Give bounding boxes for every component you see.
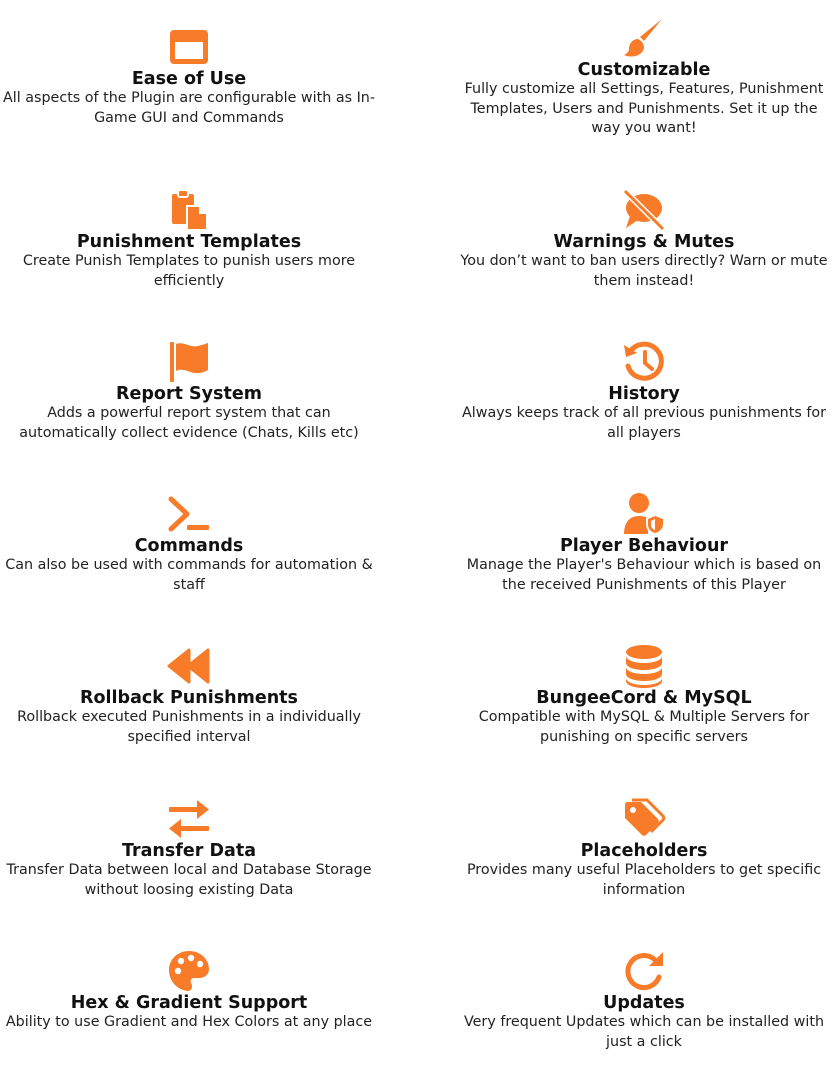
palette-icon: [167, 949, 211, 993]
feature-description: Transfer Data between local and Database Storage without loosing existing Data: [6, 862, 372, 898]
feature-title: Player Behaviour: [559, 536, 729, 556]
comment-slash-icon: [622, 188, 666, 232]
feature-description: Always keeps track of all previous punishments for all players: [462, 405, 826, 441]
flag-icon: [167, 340, 211, 384]
feature-placeholders: [444, 797, 839, 900]
history-icon: [622, 340, 666, 384]
feature-title: Transfer Data: [121, 841, 257, 861]
feature-title: Placeholders: [580, 841, 708, 861]
feature-title: Rollback Punishments: [80, 688, 298, 708]
feature-title: Warnings & Mutes: [553, 232, 735, 252]
feature-transfer-data: [0, 797, 389, 900]
feature-title: Hex & Gradient Support: [70, 993, 308, 1013]
feature-title: Punishment Templates: [76, 232, 302, 252]
feature-title: Commands: [134, 536, 244, 556]
exchange-arrows-icon: [167, 797, 211, 841]
tags-icon: [622, 797, 666, 841]
feature-ease-of-use: [0, 25, 389, 128]
feature-warnings-mutes: [444, 188, 839, 291]
user-shield-icon: [622, 492, 666, 536]
backward-icon: [167, 644, 211, 688]
feature-hex-gradient-support: [0, 949, 389, 1033]
feature-description: Ability to use Gradient and Hex Colors at any place: [5, 1014, 373, 1030]
feature-title: Customizable: [577, 60, 711, 80]
feature-description: You don’t want to ban users directly? Warn or mute them instead!: [460, 253, 828, 289]
redo-icon: [622, 949, 666, 993]
feature-customizable: [444, 16, 839, 139]
feature-rollback-punishments: [0, 644, 389, 747]
feature-title: Ease of Use: [131, 69, 247, 89]
feature-description: Provides many useful Placeholders to get specific information: [466, 862, 822, 898]
feature-description: Can also be used with commands for automation & staff: [5, 557, 373, 593]
feature-description: Rollback executed Punishments in a individually specified interval: [17, 709, 361, 745]
paintbrush-icon: [622, 16, 666, 60]
feature-commands: [0, 492, 389, 595]
window-icon: [167, 25, 211, 69]
feature-report-system: [0, 340, 389, 443]
feature-description: Compatible with MySQL & Multiple Servers for punishing on specific servers: [478, 709, 810, 745]
feature-history: [444, 340, 839, 443]
feature-bungeecord-mysql: [444, 644, 839, 747]
feature-description: Manage the Player's Behaviour which is based on the received Punishments of this Player: [466, 557, 822, 593]
database-icon: [622, 644, 666, 688]
feature-description: Adds a powerful report system that can automatically collect evidence (Chats, Kills etc): [19, 405, 359, 441]
clipboard-copy-icon: [167, 188, 211, 232]
feature-title: Report System: [116, 384, 262, 404]
terminal-icon: [167, 492, 211, 536]
feature-title: History: [608, 384, 680, 404]
feature-description: Create Punish Templates to punish users more efficiently: [22, 253, 356, 289]
feature-title: BungeeCord & MySQL: [536, 688, 752, 708]
feature-updates: [444, 949, 839, 1052]
feature-description: Very frequent Updates which can be installed with just a click: [463, 1014, 825, 1050]
feature-description: Fully customize all Settings, Features, Punishment Templates, Users and Punishments. Set it up the way you want!: [464, 81, 824, 136]
feature-title: Updates: [603, 993, 685, 1013]
feature-description: All aspects of the Plugin are configurable with as In-Game GUI and Commands: [2, 90, 376, 126]
feature-player-behaviour: [444, 492, 839, 595]
feature-punishment-templates: [0, 188, 389, 291]
